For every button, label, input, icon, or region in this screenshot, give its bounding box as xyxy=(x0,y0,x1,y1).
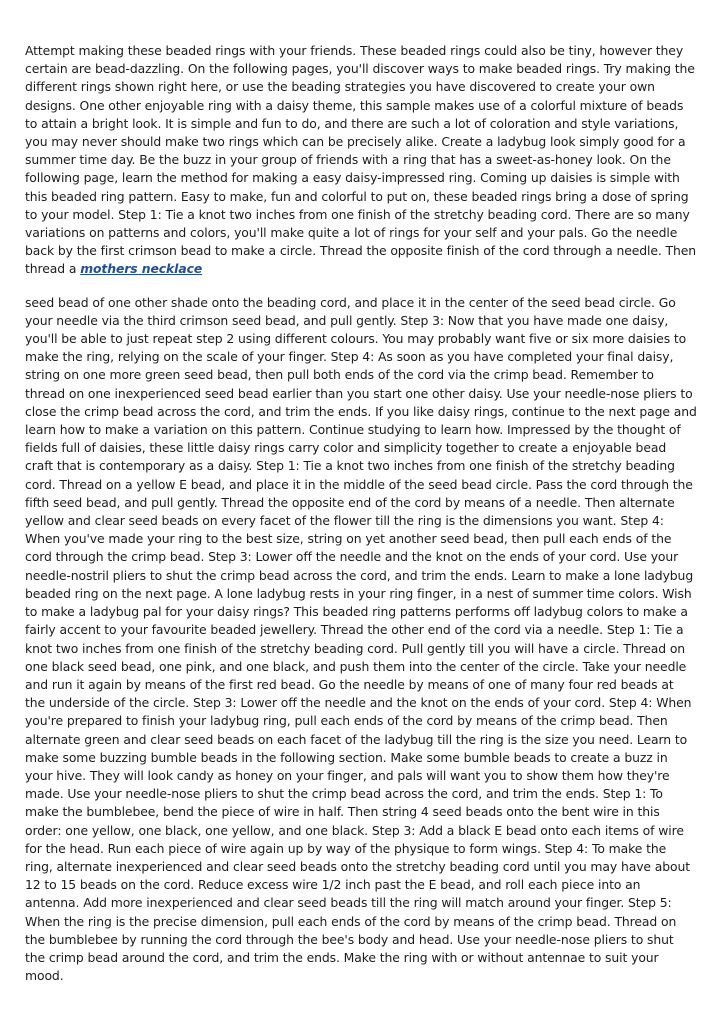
paragraph-1-text: Attempt making these beaded rings with your friends. These beaded rings could also be tiny, however they certain are bead-dazzling. On the following pages, you'll discover ways to make beaded rings. Try making the different rings shown right here, or use the beading strategies you have discovered to create your own designs. One other enjoyable ring with a daisy theme, this sample makes use of a colorful mixture of beads to attain a bright look. It is simple and fun to do, and there are such a lot of coloration and style variations, you may never should make two rings which can be precisely alike. Create a ladybug look simply good for a summer time day. Be the buzz in your group of friends with a ring that has a sweet-as-honey look. On the following page, learn the method for making a easy daisy-impressed ring. Coming up daisies is simple with this beaded ring pattern. Easy to make, fun and colorful to put on, these beaded rings bring a dose of spring to your model. Step 1: Tie a knot two inches from one finish of the stretchy beading cord. There are so many variations on patterns and colors, you'll make quite a lot of rings for your self and your pals. Go the needle back by the first crimson bead to make a circle. Thread the opposite finish of the cord through a needle. Then thread a xyxy=(25,43,697,277)
paragraph-1 xyxy=(25,42,697,279)
document-page xyxy=(25,42,697,985)
mothers-necklace-link[interactable]: mothers necklace xyxy=(80,261,203,277)
paragraph-2: seed bead of one other shade onto the beading cord, and place it in the center of the seed bead circle. Go your needle via the third crimson seed bead, and pull gently. Step 3: Now that you have made one daisy, you'll be able to just repeat step 2 using different colours. You may probably want five or six more daisies to make the ring, relying on the scale of your finger. Step 4: As soon as you have completed your final daisy, string on one more green seed bead, then pull both ends of the cord via the crimp bead. Remember to thread on one inexperienced seed bead earlier than you start one other daisy. Use your needle-nose pliers to close the crimp bead across the cord, and trim the ends. If you like daisy rings, continue to the next page and learn how to make a variation on this pattern. Continue studying to learn how. Impressed by the thought of fields full of daisies, these little daisy rings carry color and simplicity together to create a enjoyable bead craft that is contemporary as a daisy. Step 1: Tie a knot two inches from one finish of the stretchy beading cord. Thread on a yellow E bead, and place it in the middle of the seed bead circle. Pass the cord through the fifth seed bead, and pull gently. Thread the opposite end of the cord by means of a needle. Then alternate yellow and clear seed beads on every facet of the flower till the ring is the dimensions you want. Step 4: When you've made your ring to the best size, string on yet another seed bead, then pull each ends of the cord through the crimp bead. Step 3: Lower off the needle and the knot on the ends of your cord. Use your needle-nostril pliers to shut the crimp bead across the cord, and trim the ends. Learn to make a lone ladybug beaded ring on the next page. A lone ladybug rests in your ring finger, in a nest of summer time colors. Wish to make a ladybug pal for your daisy rings? This beaded ring patterns performs off ladybug colors to make a fairly accent to your favourite beaded jewellery. Thread the other end of the cord via a needle. Step 1: Tie a knot two inches from one finish of the stretchy beading cord. Pull gently till you will have a circle. Thread on one black seed bead, one pink, and one black, and push them into the center of the circle. Take your needle and run it again by means of the first red bead. Go the needle by means of one of many four red beads at the underside of the circle. Step 3: Lower off the needle and the knot on the ends of your cord. Step 4: When you're prepared to finish your ladybug ring, pull each ends of the cord by means of the crimp bead. Then alternate green and clear seed beads on each facet of the ladybug till the ring is the size you need. Learn to make some buzzing bumble beads in the following section. Make some bumble beads to create a buzz in your hive. They will look candy as honey on your finger, and pals will want you to show them how they're made. Use your needle-nose pliers to shut the crimp bead across the cord, and trim the ends. Step 1: To make the bumblebee, bend the piece of wire in half. Then string 4 seed beads onto the bent wire in this order: one yellow, one black, one yellow, and one black. Step 3: Add a black E bead onto each items of wire for the head. Run each piece of wire again up by way of the physique to form wings. Step 4: To make the ring, alternate inexperienced and clear seed beads onto the stretchy beading cord until you may have about 12 to 15 beads on the cord. Reduce excess wire 1/2 inch past the E bead, and roll each piece into an antenna. Add more inexperienced and clear seed beads till the ring will match around your finger. Step 5: When the ring is the precise dimension, pull each ends of the cord by means of the crimp bead. Thread on the bumblebee by running the cord through the bee's body and head. Use your needle-nose pliers to shut the crimp bead around the cord, and trim the ends. Make the ring with or without antennae to suit your mood. xyxy=(25,294,697,984)
